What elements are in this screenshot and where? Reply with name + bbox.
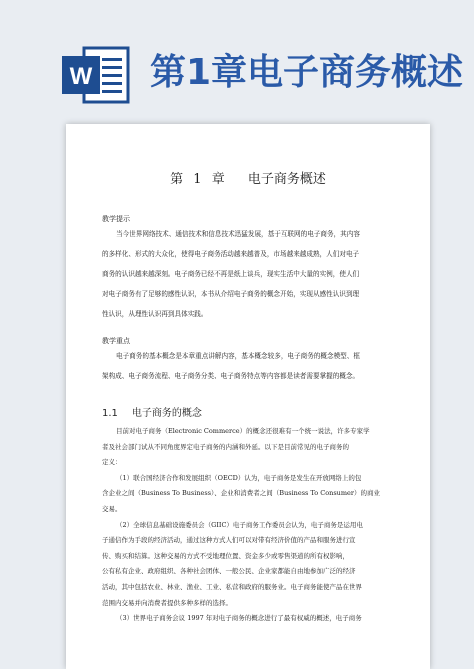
chapter-title: 第 1 章 电子商务概述 [170,172,326,187]
section-number: 1.1 [102,408,118,419]
section-heading [102,404,202,419]
document-page [66,124,430,669]
section-body [102,424,398,627]
key-points-label: 教学重点 [102,337,130,345]
word-document-icon [62,44,132,106]
banner-title: 第1章电子商务概述 [150,52,464,93]
text-line: 范围内交易并向消费者提供多种多样的选择。 [102,598,232,607]
text-line: 对电子商务有了足够的感性认识，本书从介绍电子商务的概念开始，实现从感性认识到理 [102,290,360,298]
text-line: （2）全球信息基础设施委员会（GIIC）电子商务工作委员会认为，电子商务是运用电 [116,520,363,529]
text-line: 电子商务的基本概念是本章重点讲解内容，基本概念较多，电子商务的概念模型、框 [116,352,360,360]
text-line: 当今世界网络技术、通信技术和信息技术迅猛发展，基于互联网的电子商务，其内容 [116,230,360,238]
text-line: 者及社会部门试从不同角度界定电子商务的内涵和外延。以下是目前常见的电子商务的 [102,442,349,451]
text-line: 公有私有企业、政府组织、各种社会团体、一般公民、企业家都能自由地参加广泛的经济 [102,567,356,576]
banner [0,0,474,125]
word-logo-letter: W [69,63,93,90]
text-line: 交易。 [102,504,122,513]
teaching-tips-label: 教学提示 [102,215,130,223]
text-line: 活动，其中包括农业、林业、渔业、工业、私营和政府的服务业。电子商务能使产品在世界 [102,582,362,591]
text-line: 传、购买和结算。这种交易的方式不受地理位置、资金多少或零售渠道的所有权影响， [102,551,349,560]
text-line: （1）联合国经济合作和发展组织（OECD）认为，电子商务是发生在开放网络上的包 [116,473,362,482]
text-line: 定义： [102,458,122,467]
text-line: 商务的认识越来越深刻。电子商务已经不再是纸上谈兵，现实生活中大量的实例，使人们 [102,270,360,278]
text-line: 性认识，从理性认识再到具体实践。 [102,310,208,318]
text-line: 的多样化、形式的大众化，使得电子商务活动越来越普及，市场越来越成熟，人们对电子 [102,250,360,258]
teaching-tips-paragraph [102,224,398,324]
text-line: （3）世界电子商务会议 1997 年对电子商务的概念进行了最有权威的概述，电子商务 [116,614,362,623]
text-line: 含企业之间（Business To Business）、企业和消费者之间（Business To Consumer）的商业 [102,489,380,498]
text-line: 目前对电子商务（Electronic Commerce）的概念还很难有一个统一说法，许多专家学 [116,427,370,435]
section-title: 电子商务的概念 [131,408,202,419]
text-line: 架构成、电子商务流程、电子商务分类、电子商务特点等内容都是读者需要掌握的概念。 [102,372,360,380]
text-line: 子通信作为手段的经济活动，通过这种方式人们可以对带有经济价值的产品和服务进行宣 [102,536,356,545]
key-points-paragraph [102,346,398,386]
